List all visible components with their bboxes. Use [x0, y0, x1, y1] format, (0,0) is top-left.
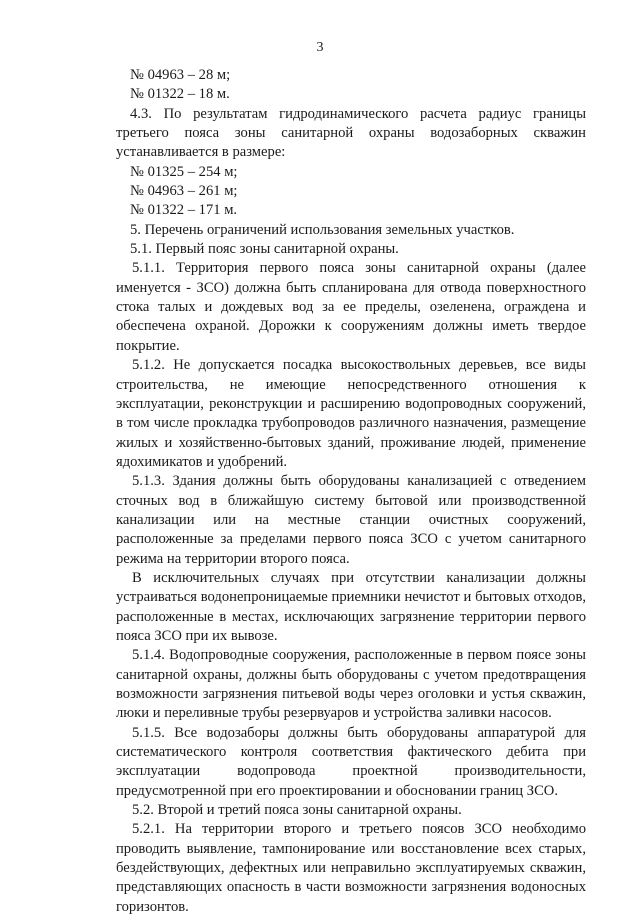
paragraph-5-1-3: 5.1.3. Здания должны быть оборудованы канализацией с отведением сточных вод в ближайшую систему бытовой или производственной канализации или на местные станции очистных сооружений, расположенные за пределами первого пояса ЗСО с учетом санитарного режима на территории второго пояса. [116, 473, 586, 567]
list-item-well-01325-zone3: № 01325 – 254 м; [130, 163, 238, 180]
section-5-heading: 5. Перечень ограничений использования земельных участков. [130, 221, 515, 238]
paragraph-5-2-1: 5.2.1. На территории второго и третьего поясов ЗСО необходимо проводить выявление, тампонирование или восстановление всех старых, бездействующих, дефектных или неправильно эксплуатируемых скважин, представляющих опасность в части возможности загрязнения водоносных горизонтов. [116, 821, 586, 915]
paragraph-4-3: 4.3. По результатам гидродинамического расчета радиус границы третьего пояса зоны санитарной охраны водозаборных скважин устанавливается в размере: [116, 105, 586, 161]
section-5-1-heading: 5.1. Первый пояс зоны санитарной охраны. [130, 241, 399, 258]
section-5-2-heading: 5.2. Второй и третий пояса зоны санитарной охраны. [132, 802, 462, 819]
page-number: 3 [316, 40, 324, 55]
document-body [116, 66, 586, 917]
paragraph-5-1-4: 5.1.4. Водопроводные сооружения, расположенные в первом поясе зоны санитарной охраны, должны быть оборудованы с учетом предотвращения возможности загрязнения питьевой воды через оголовки и устья скважин, люки и переливные трубы резервуаров и устройства заливки насосов. [116, 647, 586, 722]
list-item-well-04963-zone3: № 04963 – 261 м; [130, 183, 238, 200]
list-item-well-01322-zone2: № 01322 – 18 м. [130, 86, 230, 103]
paragraph-5-1-5: 5.1.5. Все водозаборы должны быть оборудованы аппаратурой для систематического контроля соответствия фактического дебита при эксплуатации водопровода проектной производительности, предусмотренной при его проектировании и обосновании границ ЗСО. [116, 724, 586, 799]
list-item-well-04963-zone2: № 04963 – 28 м; [130, 67, 231, 83]
paragraph-5-1-2: 5.1.2. Не допускается посадка высокоствольных деревьев, все виды строительства, не имеющие непосредственного отношения к эксплуатации, реконструкции и расширению водопроводных сооружений, в том числе прокладка трубопроводов различного назначения, размещение жилых и хозяйственно-бытовых зданий, проживание людей, применение ядохимикатов и удобрений. [116, 357, 586, 470]
paragraph-5-1-1: 5.1.1. Территория первого пояса зоны санитарной охраны (далее именуется - ЗСО) должна быть спланирована для отвода поверхностного стока талых и дождевых вод за ее пределы, озеленена, ограждена и обеспечена охраной. Дорожки к сооружениям должны иметь твердое покрытие. [116, 260, 586, 354]
paragraph-exceptional-cases: В исключительных случаях при отсутствии канализации должны устраиваться водонепроницаемые приемники нечистот и бытовых отходов, расположенные в местах, исключающих загрязнение территории первого пояса ЗСО при их вывозе. [116, 569, 586, 644]
list-item-well-01322-zone3: № 01322 – 171 м. [130, 202, 238, 219]
